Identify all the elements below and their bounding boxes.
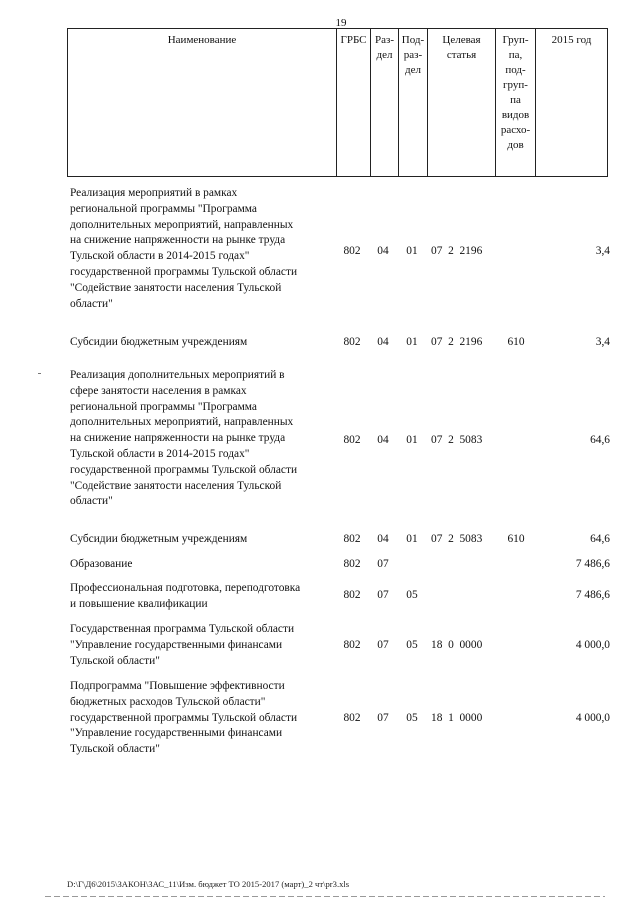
row-grbs: 802 [343,245,361,257]
row-target-article: 07 2 2196 [431,336,483,348]
row-podrazdel: 05 [406,639,418,651]
row-podrazdel: 01 [406,434,418,446]
row-razdel: 07 [377,589,389,601]
row-razdel: 04 [377,245,389,257]
header-grbs: ГРБС [337,29,371,177]
row-target-article: 07 2 5083 [431,533,483,545]
row-grbs: 802 [343,336,361,348]
row-grbs: 802 [343,589,361,601]
row-name: Государственная программа Тульской области "Управление государственными финансами Тульской области" [70,623,295,667]
file-path-footer: D:\Г\Д6\2015\ЗАКОН\ЗАС_11\Изм. бюджет ТО 2015-2017 (март)_2 чт\pr3.xls [67,879,350,889]
row-name: Подпрограмма "Повышение эффективности бюджетных расходов Тульской области" государственной программы Тульской области "Управление государственными финансами Тульской области" [70,680,298,756]
row-grbs: 802 [343,434,361,446]
header-name: Наименование [68,29,337,177]
row-podrazdel: 01 [406,336,418,348]
row-value: 4 000,0 [575,712,610,724]
row-name: Реализация дополнительных мероприятий в сферe занятости населения в рамках региональной программы "Программа дополнительных мероприятий, направленных на снижение напряженности на рынке труда Тульской области в 2014-2015 годах" государственной программы Тульской области "Содействие занятости населения Тульской области" [70,369,298,508]
row-value: 3,4 [595,336,610,348]
row-value: 7 486,6 [575,558,610,570]
page-number: 19 [335,17,347,29]
row-target-article: 18 0 0000 [431,639,483,651]
row-razdel: 04 [377,533,389,545]
row-name: Профессиональная подготовка, переподготовка и повышение квалификации [70,582,301,610]
row-value: 64,6 [590,533,610,545]
row-grbs: 802 [343,558,361,570]
header-year: 2015 год [536,29,608,177]
row-value: 7 486,6 [575,589,610,601]
header-podrazdel: Под- раз- дел [399,29,428,177]
row-grbs: 802 [343,639,361,651]
row-podrazdel: 05 [406,712,418,724]
row-name: Образование [70,558,133,570]
footer-divider [45,896,605,897]
row-razdel: 04 [377,336,389,348]
row-razdel: 07 [377,558,389,570]
row-razdel: 07 [377,639,389,651]
row-grbs: 802 [343,533,361,545]
row-podrazdel: 05 [406,589,418,601]
header-razdel: Раз- дел [371,29,399,177]
row-razdel: 04 [377,434,389,446]
row-name: Реализация мероприятий в рамках региональной программы "Программа дополнительных мероприятий, направленных на снижение напряженности на рынке труда Тульской области в 2014-2015 годах" государственной программы Тульской области "Содействие занятости населения Тульской области" [70,187,298,310]
row-name: Субсидии бюджетным учреждениям [70,336,248,348]
row-value: 64,6 [590,434,610,446]
row-value: 4 000,0 [575,639,610,651]
row-grbs: 802 [343,712,361,724]
row-razdel: 07 [377,712,389,724]
row-name: Субсидии бюджетным учреждениям [70,533,248,545]
row-target-article: 07 2 5083 [431,434,483,446]
row-target-article: 07 2 2196 [431,245,483,257]
row-target-article: 18 1 0000 [431,712,483,724]
row-group: 610 [507,533,525,545]
row-value: 3,4 [595,245,610,257]
row-podrazdel: 01 [406,245,418,257]
header-group: Груп- па, под- груп- па видов расхо- дов [496,29,536,177]
row-podrazdel: 01 [406,533,418,545]
header-target-article: Целевая статья [428,29,496,177]
row-group: 610 [507,336,525,348]
